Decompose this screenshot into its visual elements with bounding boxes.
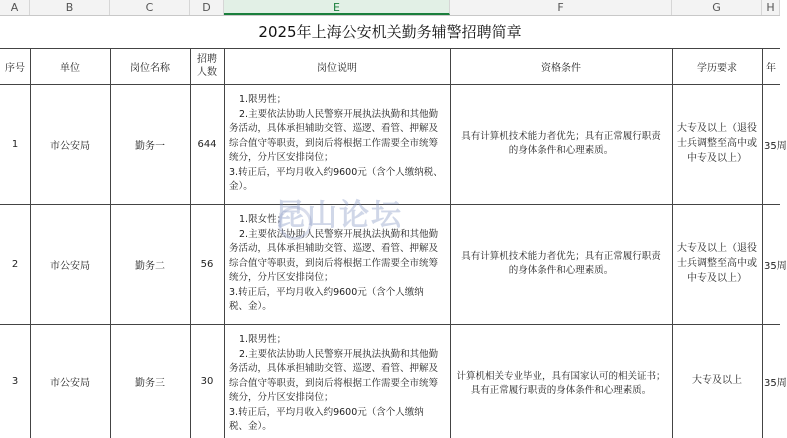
edu-line: 中专及以上） (687, 153, 747, 164)
header-count-line1: 招聘 (197, 54, 217, 65)
sheet-title[interactable]: 2025年上海公安机关勤务辅警招聘简章 (258, 23, 522, 41)
desc-line: 1.限男性； (239, 94, 287, 105)
header-qual[interactable]: 资格条件 (541, 62, 581, 74)
header-unit[interactable]: 单位 (60, 62, 80, 74)
desc-line: 务活动，具体承担辅助交管、巡逻、看管、押解及 (229, 243, 439, 254)
row2-count[interactable]: 56 (200, 258, 214, 270)
header-post[interactable]: 岗位名称 (130, 62, 170, 74)
edu-line: 大专及以上（退役 (677, 243, 757, 254)
row1-unit[interactable]: 市公安局 (50, 140, 90, 152)
row1-post[interactable]: 勤务一 (135, 140, 165, 152)
row2-unit[interactable]: 市公安局 (50, 260, 90, 272)
row3-age[interactable]: 35周 (764, 377, 787, 389)
grid-line (224, 48, 225, 438)
desc-line: 2.主要依法协助人民警察开展执法执勤和其他勤 (239, 228, 439, 240)
qual-line: 具有计算机技术能力者优先；具有正常履行职责 (461, 251, 661, 262)
header-edu[interactable]: 学历要求 (697, 62, 737, 74)
row3-desc[interactable] (229, 333, 438, 435)
header-count-line2: 人数 (197, 67, 217, 78)
qual-line: 计算机相关专业毕业，具有国家认可的相关证书； (456, 371, 666, 382)
desc-line: 3.转正后，平均月收入约9600元（含个人缴纳 (229, 406, 424, 418)
desc-line: 务活动，具体承担辅助交管、巡逻、看管、押解及 (229, 363, 439, 374)
qual-line: 的身体条件和心理素质。 (508, 265, 614, 276)
row3-qual[interactable] (452, 370, 670, 398)
spreadsheet-table (0, 48, 787, 438)
column-header-bar (0, 0, 780, 16)
column-header-e[interactable]: E (224, 0, 450, 15)
desc-line: 金）。 (229, 181, 253, 192)
row1-age[interactable]: 35周 (764, 140, 787, 152)
column-header-f[interactable]: F (450, 0, 672, 15)
desc-line: 综合值守等职责，到岗后将根据工作需要全市统筹 (229, 137, 439, 149)
row2-post[interactable]: 勤务二 (135, 260, 165, 272)
grid-line (450, 48, 451, 438)
row1-qual[interactable] (452, 130, 670, 158)
row2-seq[interactable]: 2 (11, 258, 19, 270)
desc-line: 3.转正后，平均月收入约9600元（含个人缴纳 (229, 286, 424, 298)
desc-line: 税、金）。 (229, 421, 272, 432)
desc-line: 综合值守等职责，到岗后将根据工作需要全市统筹 (229, 257, 439, 269)
desc-line: 综合值守等职责，到岗后将根据工作需要全市统筹 (229, 377, 439, 389)
desc-line: 2.主要依法协助人民警察开展执法执勤和其他勤 (239, 348, 439, 360)
edu-line: 大专及以上（退役 (677, 123, 757, 134)
qual-line: 具有正常履行职责的身体条件和心理素质。 (470, 385, 652, 396)
desc-line: 统分，分片区安排岗位； (229, 392, 334, 403)
row1-edu[interactable] (672, 121, 762, 166)
edu-line: 士兵调整至高中或 (677, 258, 757, 269)
header-count[interactable] (190, 48, 224, 84)
row2-age[interactable]: 35周 (764, 260, 787, 272)
qual-line: 的身体条件和心理素质。 (508, 145, 614, 156)
row3-count[interactable]: 30 (200, 375, 214, 387)
row3-post[interactable]: 勤务三 (135, 377, 165, 389)
qual-line: 具有计算机技术能力者优先；具有正常履行职责 (461, 131, 661, 142)
column-header-a[interactable]: A (0, 0, 30, 15)
edu-line: 士兵调整至高中或 (677, 138, 757, 149)
row2-qual[interactable] (452, 250, 670, 278)
desc-line: 1.限男性； (239, 334, 287, 345)
edu-line: 中专及以上） (687, 273, 747, 284)
row3-edu[interactable] (672, 373, 762, 388)
watermark: 昆山论坛 (275, 198, 403, 233)
column-header-g[interactable]: G (672, 0, 762, 15)
header-desc[interactable]: 岗位说明 (317, 62, 357, 74)
desc-line: 统分，分片区安排岗位； (229, 272, 334, 283)
row3-seq[interactable]: 3 (11, 375, 19, 387)
column-header-b[interactable]: B (30, 0, 110, 15)
desc-line: 务活动，具体承担辅助交管、巡逻、看管、押解及 (229, 123, 439, 134)
desc-line: 2.主要依法协助人民警察开展执法执勤和其他勤 (239, 108, 439, 120)
desc-line: 1.限女性； (239, 214, 287, 225)
row3-unit[interactable]: 市公安局 (50, 377, 90, 389)
desc-line: 统分，分片区安排岗位； (229, 152, 334, 163)
header-seq[interactable]: 序号 (5, 62, 25, 74)
header-age[interactable]: 年 (766, 62, 776, 74)
row1-seq[interactable]: 1 (11, 138, 19, 150)
desc-line: 税、金）。 (229, 301, 272, 312)
row2-edu[interactable] (672, 241, 762, 286)
row1-count[interactable]: 644 (197, 138, 217, 150)
column-header-h[interactable]: H (762, 0, 780, 15)
column-header-c[interactable]: C (110, 0, 190, 15)
desc-line: 3.转正后，平均月收入约9600元（含个人缴纳税、 (229, 166, 443, 178)
edu-line: 大专及以上 (692, 375, 742, 386)
row1-desc[interactable] (229, 93, 443, 195)
column-header-d[interactable]: D (190, 0, 224, 15)
